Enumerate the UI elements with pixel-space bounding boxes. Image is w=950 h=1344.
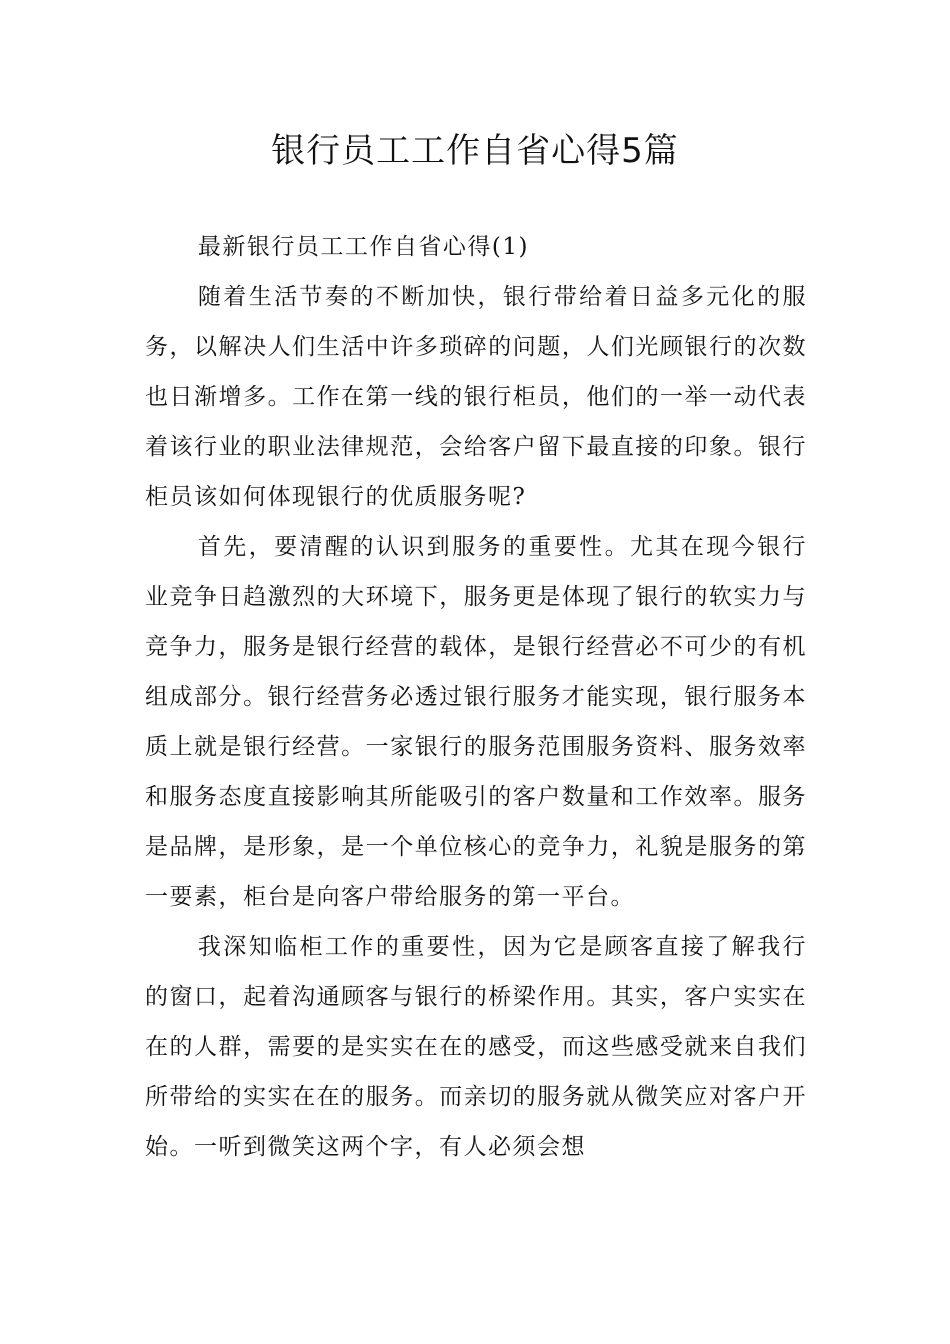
- document-body: [145, 222, 807, 1172]
- paragraph-2: 首先，要清醒的认识到服务的重要性。尤其在现今银行业竞争日趋激烈的大环境下，服务更是体现了银行的软实力与竞争力，服务是银行经营的载体，是银行经营必不可少的有机组成部分。银行经营务必透过银行服务才能实现，银行服务本质上就是银行经营。一家银行的服务范围服务资料、服务效率和服务态度直接影响其所能吸引的客户数量和工作效率。服务是品牌，是形象，是一个单位核心的竞争力，礼貌是服务的第一要素，柜台是向客户带给服务的第一平台。: [145, 534, 807, 910]
- section-heading: 最新银行员工工作自省心得(1): [197, 234, 529, 260]
- paragraph-1: 随着生活节奏的不断加快，银行带给着日益多元化的服务，以解决人们生活中许多琐碎的问题，人们光顾银行的次数也日渐增多。工作在第一线的银行柜员，他们的一举一动代表着该行业的职业法律规范，会给客户留下最直接的印象。银行柜员该如何体现银行的优质服务呢?: [145, 284, 807, 510]
- paragraph-3: 我深知临柜工作的重要性，因为它是顾客直接了解我行的窗口，起着沟通顾客与银行的桥梁作用。其实，客户实实在在的人群，需要的是实实在在的感受，而这些感受就来自我们所带给的实实在在的服务。而亲切的服务就从微笑应对客户开始。一听到微笑这两个字，有人必须会想: [145, 934, 807, 1160]
- document-title: 银行员工工作自省心得5篇: [271, 131, 679, 171]
